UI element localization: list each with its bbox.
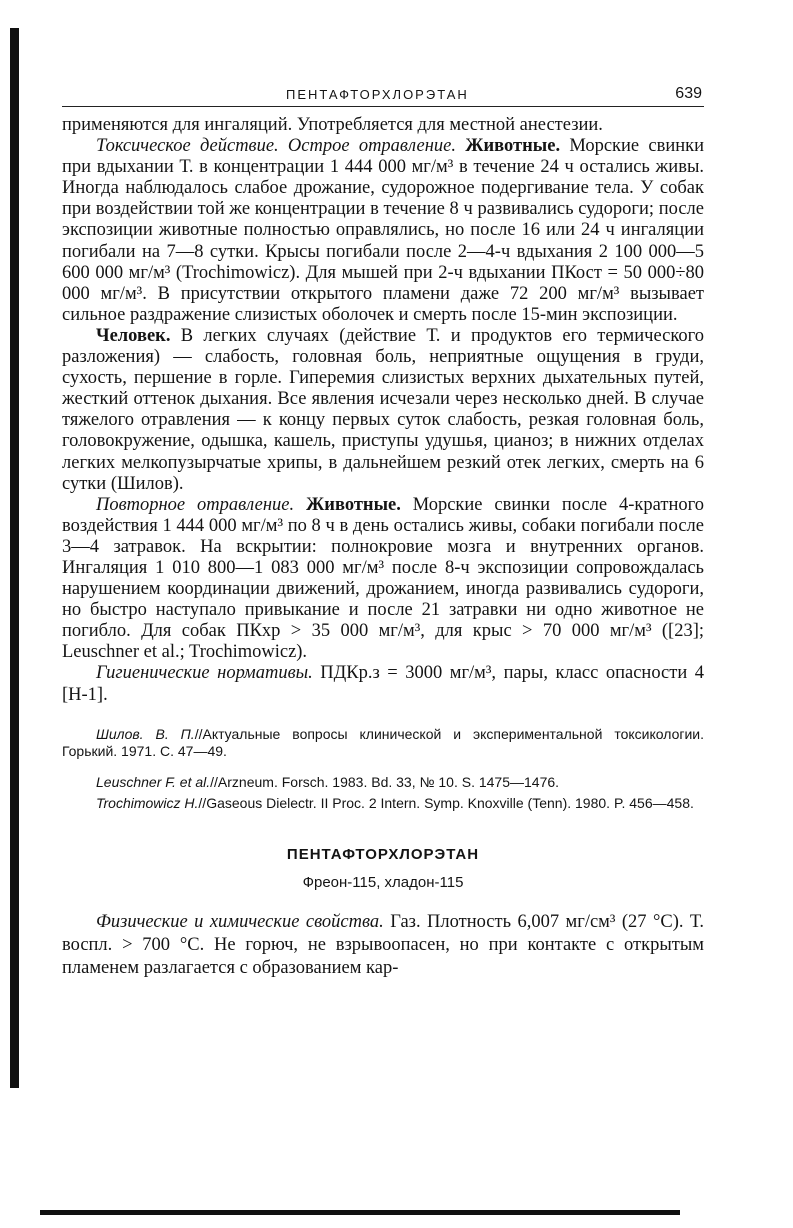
scan-edge-left bbox=[10, 28, 19, 1088]
paragraph-properties bbox=[62, 911, 704, 980]
animals-label: Животные. bbox=[465, 136, 561, 157]
reference-text: //Gaseous Dielectr. II Proc. 2 Intern. Symp. Knoxville (Tenn). 1980. P. 456—458. bbox=[198, 794, 694, 811]
running-head bbox=[62, 84, 704, 107]
running-title: ПЕНТАФТОРХЛОРЭТАН bbox=[286, 87, 469, 102]
section-header bbox=[62, 846, 704, 891]
reference-author: Leuschner F. et al. bbox=[96, 773, 211, 790]
reference-author: Trochimowicz H. bbox=[96, 794, 199, 811]
book-page bbox=[62, 84, 704, 980]
section-subheading: Фреон-115, хладон-115 bbox=[302, 873, 464, 891]
reference-text: //Arzneum. Forsch. 1983. Bd. 33, № 10. S. 1475—1476. bbox=[210, 773, 560, 790]
section-text bbox=[62, 911, 704, 980]
repeated-label: Повторное отравление. bbox=[96, 494, 295, 515]
paragraph-intro: применяются для ингаляций. Употребляется для местной анестезии. bbox=[62, 115, 603, 135]
hygiene-label: Гигиенические нормативы. bbox=[96, 663, 313, 684]
reference-gap bbox=[62, 764, 704, 774]
properties-body: Газ. Плотность 6,007 мг/см³ (27 °C). Т. воспл. > 700 °C. Не горюч, не взрывоопасен, но при контакте с открытым пламенем разлагается с образованием кар- bbox=[62, 911, 705, 978]
scan-edge-bottom bbox=[40, 1210, 680, 1215]
paragraph-repeated bbox=[62, 495, 704, 664]
main-text bbox=[62, 115, 704, 706]
human-label: Человек. bbox=[96, 325, 171, 346]
reference-item bbox=[62, 726, 704, 760]
page-number: 639 bbox=[675, 85, 702, 102]
hygiene-body: ПДКр.з = 3000 мг/м³, пары, класс опасности 4 [Н-1]. bbox=[62, 663, 704, 705]
properties-label: Физические и химические свойства. bbox=[96, 911, 384, 932]
reference-text: //Актуальные вопросы клинической и экспериментальной токсикологии. Горький. 1971. С. 47—49. bbox=[62, 725, 704, 759]
human-body: В легких случаях (действие Т. и продуктов его термического разложения) — слабость, головная боль, неприятные ощущения в груди, сухость, першение в горле. Гиперемия слизистых верхних дыхательных путей, жесткий оттенок дыхания. Все явления исчезали через несколько дней. В случае тяжелого отравления — к концу первых суток слабость, резкая головная боль, головокружение, одышка, кашель, приступы удушья, цианоз; в нижних отделах легких мелкопузырчатые хрипы, в дальнейшем резкий отек легких, смерть на 6 сутки (Шилов). bbox=[62, 325, 705, 494]
acute-body: Морские свинки при вдыхании Т. в концентрации 1 444 000 мг/м³ в течение 24 ч остались живы. Иногда наблюдалось слабое дрожание, судорожное подергивание тела. У собак при воздействии той же концентрации в течение 8 ч развивались судороги; после экспозиции животные полностью оправлялись, но после 16 или 24 ч ингаляции погибали на 7—8 сутки. Крысы погибали после 2—4-ч вдыхания 2 100 000—5 600 000 мг/м³ (Trochimowicz). Для мышей при 2-ч вдыхании ПКост = 50 000÷80 000 мг/м³. В присутствии открытого пламени даже 72 200 мг/м³ вызывает сильное раздражение слизистых оболочек и смерть после 15-мин экспозиции. bbox=[62, 136, 705, 325]
paragraph-human bbox=[62, 326, 704, 495]
section-heading: ПЕНТАФТОРХЛОРЭТАН bbox=[286, 845, 480, 863]
reference-item bbox=[62, 795, 704, 812]
repeated-animals-label: Животные. bbox=[306, 494, 401, 515]
paragraph-acute bbox=[62, 136, 704, 326]
references bbox=[62, 726, 704, 812]
acute-label: Токсическое действие. Острое отравление. bbox=[96, 136, 456, 157]
paragraph-hygiene bbox=[62, 663, 704, 705]
reference-author: Шилов. В. П. bbox=[96, 725, 195, 742]
repeated-body: Морские свинки после 4-кратного воздействия 1 444 000 мг/м³ по 8 ч в день остались живы, собаки погибали после 3—4 затравок. На вскрытии: полнокровие мозга и внутренних органов. Ингаляция 1 010 800—1 083 000 мг/м³ после 8-ч экспозиции сопровождалась нарушением координации движений, дрожанием, иногда развивались судороги, но быстро наступало привыкание и после 21 затравки ни одно животное не погибло. Для собак ПКхр > 35 000 мг/м³, для крыс > 70 000 мг/м³ ([23]; Leuschner et al.; Trochimowicz). bbox=[62, 494, 704, 663]
reference-item bbox=[62, 774, 704, 791]
